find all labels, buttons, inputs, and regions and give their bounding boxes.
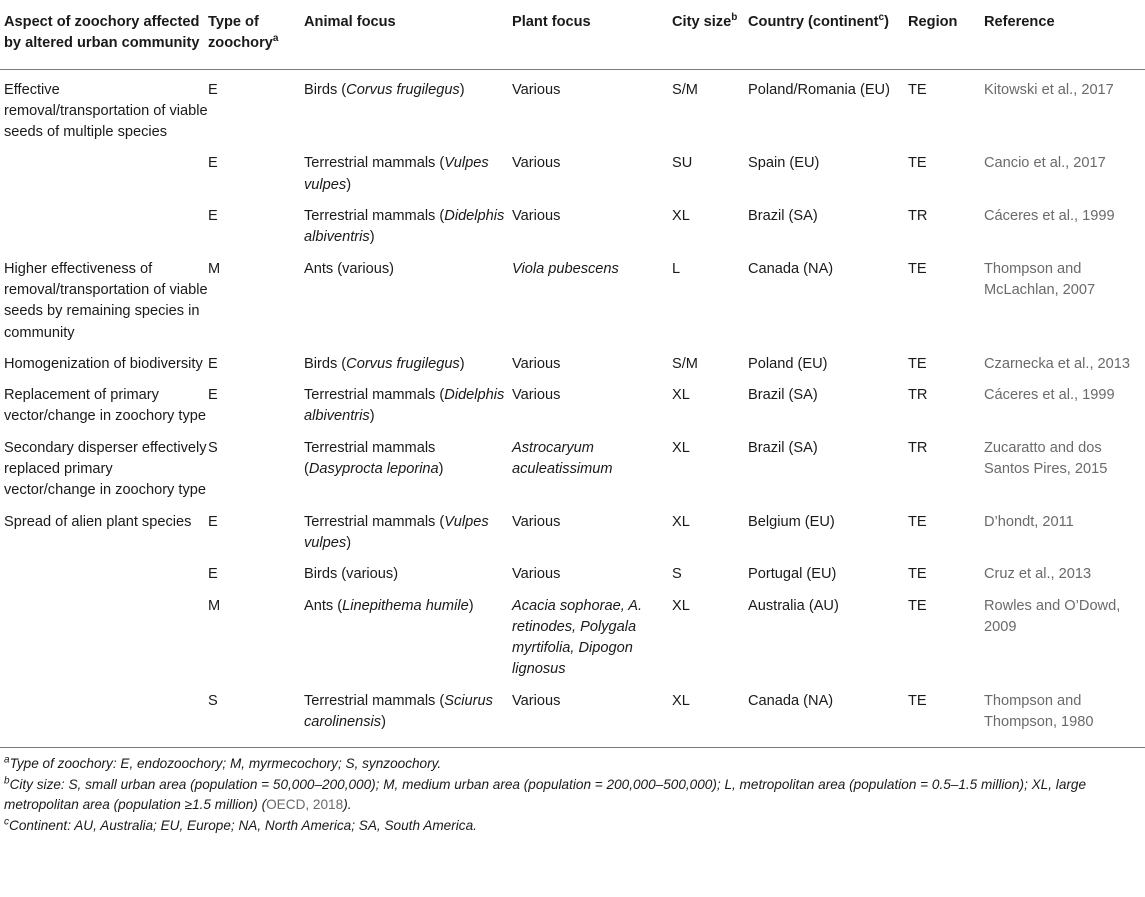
header-plant: Plant focus (512, 0, 672, 69)
table-row (0, 375, 1145, 428)
cell-aspect (0, 196, 208, 249)
cell-city-size: XL (672, 513, 690, 530)
cell-plant: Various (512, 355, 561, 372)
cell-city-size: XL (672, 439, 690, 456)
reference-link[interactable]: Cancio et al., 2017 (984, 155, 1106, 172)
cell-animal: Terrestrial mammals (Dasyprocta leporina) (304, 439, 444, 478)
cell-type: E (208, 355, 218, 372)
table-row (0, 344, 1145, 375)
cell-plant: Various (512, 208, 561, 225)
table-row (0, 249, 1145, 344)
cell-region: TE (908, 597, 927, 614)
reference-link[interactable]: Thompson and McLachlan, 2007 (984, 260, 1096, 298)
cell-animal: Birds (Corvus frugilegus) (304, 355, 465, 372)
cell-plant: Acacia sophorae, A. retinodes, Polygala myrtifolia, Dipogon lignosus (512, 597, 643, 678)
reference-link[interactable]: Czarnecka et al., 2013 (984, 355, 1131, 372)
cell-reference (984, 249, 1145, 344)
header-aspect: Aspect of zoochory affected by altered urban community (0, 0, 208, 69)
table-row (0, 69, 1145, 143)
cell-aspect: Homogenization of biodiversity (4, 355, 203, 372)
cell-type: E (208, 208, 218, 225)
cell-plant: Various (512, 155, 561, 172)
cell-reference (984, 428, 1145, 502)
cell-city-size: XL (672, 387, 690, 404)
cell-city-size: SU (672, 155, 693, 172)
cell-animal: Ants (Linepithema humile) (304, 597, 474, 614)
table-row (0, 554, 1145, 585)
table-row (0, 502, 1145, 555)
cell-city-size: S (672, 566, 682, 583)
cell-city-size: XL (672, 597, 690, 614)
header-type: Type of zoochory$^a$ (208, 0, 304, 69)
cell-aspect (0, 143, 208, 196)
footnote-reference-link[interactable]: OECD, 2018 (266, 797, 344, 813)
cell-region: TE (908, 513, 927, 530)
cell-plant: Various (512, 81, 561, 98)
cell-animal: Terrestrial mammals (Sciurus carolinensis) (304, 681, 512, 748)
reference-link[interactable]: Cáceres et al., 1999 (984, 208, 1115, 225)
cell-region: TR (908, 439, 928, 456)
table-body (0, 69, 1145, 748)
cell-country: Poland (EU) (748, 355, 828, 372)
cell-country: Brazil (SA) (748, 439, 818, 456)
cell-plant: Various (512, 566, 561, 583)
cell-region: TE (908, 155, 927, 172)
cell-aspect (0, 681, 208, 748)
cell-plant: Various (512, 513, 561, 530)
footnote-a: $^a$Type of zoochory: E, endozoochory; M, myrmecochory; S, synzoochory. (4, 754, 442, 772)
cell-reference (984, 344, 1145, 375)
cell-country: Brazil (SA) (748, 208, 818, 225)
reference-link[interactable]: Thompson and Thompson, 1980 (984, 692, 1094, 731)
cell-type: E (208, 155, 218, 172)
cell-plant: Astrocaryum aculeatissimum (512, 439, 613, 478)
table-row (0, 428, 1145, 502)
cell-animal: Ants (various) (304, 260, 395, 277)
cell-region: TE (908, 681, 984, 748)
footnote-c: $^c$Continent: AU, Australia; EU, Europe; NA, North America; SA, South America. (4, 816, 477, 833)
cell-reference (984, 196, 1145, 249)
table-row (0, 143, 1145, 196)
cell-aspect: Higher effectiveness of removal/transportation of viable seeds by remaining species in community (4, 260, 208, 341)
table-row (0, 196, 1145, 249)
cell-aspect: Spread of alien plant species (4, 513, 192, 530)
cell-type: E (208, 566, 218, 583)
table-row (0, 586, 1145, 681)
cell-aspect (0, 586, 208, 681)
cell-country: Spain (EU) (748, 155, 820, 172)
header-animal: Animal focus (304, 0, 512, 69)
table-row (0, 681, 1145, 748)
cell-region: TR (908, 387, 928, 404)
cell-city-size: S/M (672, 355, 698, 372)
cell-animal: Terrestrial mammals (Didelphis albiventris) (304, 208, 505, 246)
cell-reference (984, 143, 1145, 196)
cell-reference (984, 681, 1145, 748)
header-row (0, 0, 1145, 69)
header-city-size: City size$^b$ (672, 0, 748, 69)
cell-country: Poland/Romania (EU) (748, 81, 890, 98)
cell-type: E (208, 387, 218, 404)
cell-type: S (208, 439, 218, 456)
cell-city-size: XL (672, 681, 748, 748)
cell-reference (984, 502, 1145, 555)
cell-country: Australia (AU) (748, 597, 839, 614)
cell-type: S (208, 681, 304, 748)
cell-reference (984, 375, 1145, 428)
header-reference: Reference (984, 0, 1145, 69)
reference-link[interactable]: Zucaratto and dos Santos Pires, 2015 (984, 439, 1108, 478)
cell-plant: Various (512, 681, 672, 748)
reference-link[interactable]: D’hondt, 2011 (984, 513, 1074, 530)
reference-link[interactable]: Cruz et al., 2013 (984, 566, 1092, 583)
cell-plant: Viola pubescens (512, 260, 619, 277)
cell-region: TE (908, 355, 927, 372)
cell-plant: Various (512, 387, 561, 404)
cell-animal: Terrestrial mammals (Vulpes vulpes) (304, 513, 489, 551)
header-country: Country (continent$^c$) (748, 0, 908, 69)
cell-reference (984, 586, 1145, 681)
cell-country: Canada (NA) (748, 681, 908, 748)
cell-animal: Terrestrial mammals (Vulpes vulpes) (304, 155, 489, 193)
cell-region: TE (908, 260, 927, 277)
cell-reference (984, 554, 1145, 585)
footnote-b: $^b$City size: S, small urban area (population = 50,000–200,000); M, medium urban area (population = 200,000–500,000); L, metropolitan area (population = 0.5–1.5 million); XL, large metropolitan area (population ≥1.5 million) (OECD, 2018). (4, 775, 1087, 813)
cell-type: M (208, 260, 221, 277)
cell-city-size: XL (672, 208, 690, 225)
cell-animal: Birds (Corvus frugilegus) (304, 81, 465, 98)
header-region: Region (908, 0, 984, 69)
cell-country: Portugal (EU) (748, 566, 837, 583)
cell-type: E (208, 513, 218, 530)
cell-aspect: Effective removal/transportation of viable seeds of multiple species (4, 81, 208, 141)
cell-city-size: S/M (672, 81, 698, 98)
cell-type: M (208, 597, 221, 614)
cell-city-size: L (672, 260, 681, 277)
cell-animal: Terrestrial mammals (Didelphis albiventris) (304, 387, 505, 425)
cell-reference (984, 69, 1145, 143)
cell-country: Belgium (EU) (748, 513, 835, 530)
cell-animal: Birds (various) (304, 566, 399, 583)
reference-link[interactable]: Kitowski et al., 2017 (984, 81, 1114, 98)
cell-aspect: Replacement of primary vector/change in zoochory type (4, 387, 206, 425)
cell-aspect (0, 554, 208, 585)
reference-link[interactable]: Rowles and O’Dowd, 2009 (984, 597, 1121, 635)
cell-country: Brazil (SA) (748, 387, 818, 404)
cell-region: TE (908, 566, 927, 583)
cell-country: Canada (NA) (748, 260, 834, 277)
cell-type: E (208, 81, 218, 98)
table-footnotes (0, 748, 1145, 836)
cell-aspect: Secondary disperser effectively replaced primary vector/change in zoochory type (4, 439, 207, 499)
cell-region: TR (908, 208, 928, 225)
reference-link[interactable]: Cáceres et al., 1999 (984, 387, 1115, 404)
cell-region: TE (908, 81, 927, 98)
